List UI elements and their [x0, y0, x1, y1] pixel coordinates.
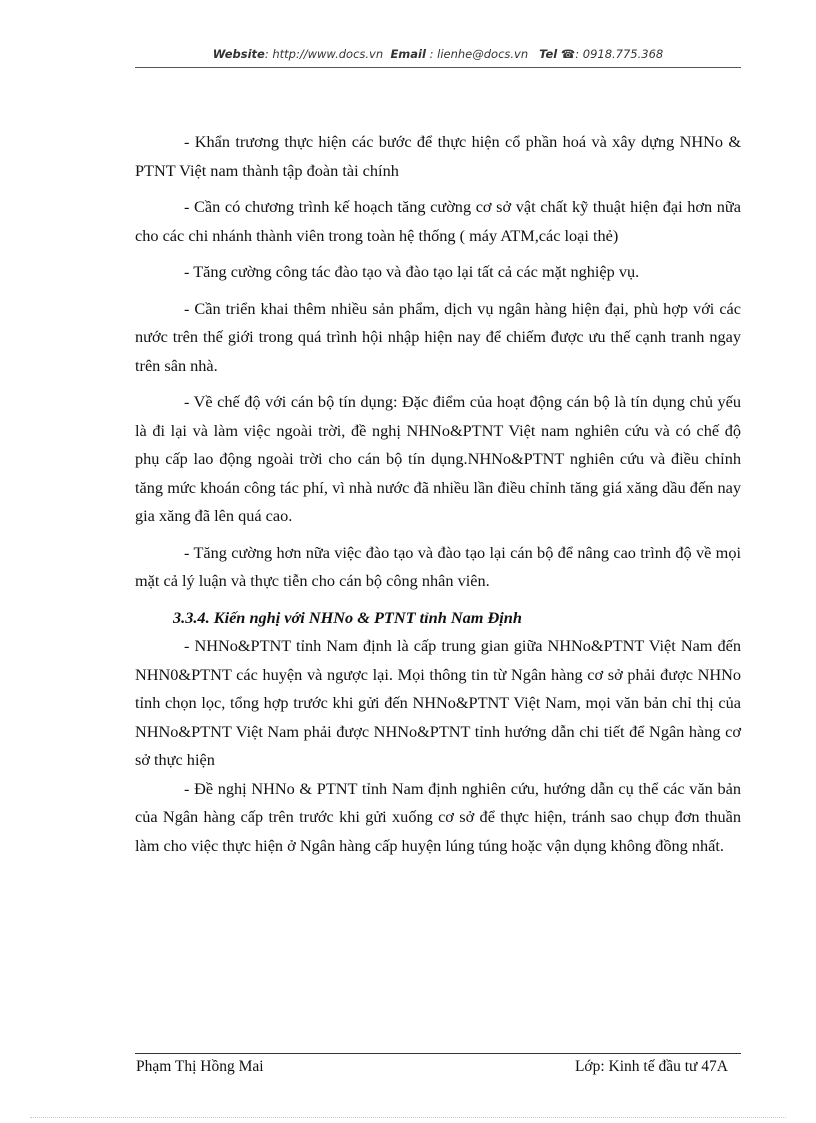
- page-header: [135, 47, 741, 65]
- website-label: Website: [212, 47, 265, 61]
- paragraph: - Cần có chương trình kế hoạch tăng cường cơ sở vật chất kỹ thuật hiện đại hơn nữa cho các chi nhánh thành viên trong toàn hệ thống ( máy ATM,các loại thẻ): [135, 197, 741, 245]
- page-edge: [30, 1117, 786, 1118]
- email-link[interactable]: : lienhe@docs.vn: [429, 47, 529, 61]
- paragraph: - Tăng cường công tác đào tạo và đào tạo lại tất cả các mặt nghiệp vụ.: [184, 262, 640, 281]
- tel-label: Tel: [539, 47, 558, 61]
- header-divider: [135, 67, 741, 68]
- section-heading: 3.3.4. Kiến nghị với NHNo & PTNT tỉnh Nam Định: [173, 607, 522, 627]
- paragraph: - NHNo&PTNT tỉnh Nam định là cấp trung gian giữa NHNo&PTNT Việt Nam đến NHN0&PTNT các huyện và ngược lại. Mọi thông tin từ Ngân hàng cơ sở phải được NHNo tỉnh chọn lọc, tổng hợp trước khi gửi đến NHNo&PTNT Việt Nam, mọi văn bản chỉ thị của NHNo&PTNT Việt Nam phải được NHNo&PTNT tỉnh hướng dẫn chi tiết để Ngân hàng cơ sở thực hiện: [135, 636, 741, 769]
- paragraph: - Cần triển khai thêm nhiều sản phẩm, dịch vụ ngân hàng hiện đại, phù hợp với các nước trên thế giới trong quá trình hội nhập hiện nay để chiếm được ưu thế cạnh tranh ngay trên sân nhà.: [135, 298, 741, 375]
- document-body: [135, 128, 741, 860]
- website-link[interactable]: : http://www.docs.vn: [264, 47, 384, 61]
- paragraph: - Về chế độ với cán bộ tín dụng: Đặc điểm của hoạt động cán bộ là tín dụng chủ yếu là đi lại và làm việc ngoài trời, đề nghị NHNo&PTNT Việt nam nghiên cứu và có chế độ phụ cấp lao động ngoài trời cho cán bộ tín dụng.NHNo&PTNT nghiên cứu và điều chỉnh tăng mức khoán công tác phí, vì nhà nước đã nhiều lần điều chỉnh tăng giá xăng dầu đến nay gia xăng đã lên quá cao.: [135, 392, 741, 525]
- tel-value: : 0918.775.368: [575, 47, 664, 61]
- paragraph: - Khẩn trương thực hiện các bước để thực hiện cổ phần hoá và xây dựng NHNo & PTNT Việt nam thành tập đoàn tài chính: [135, 132, 741, 180]
- footer-class-info: Lớp: Kinh tế đầu tư 47A: [574, 1058, 728, 1075]
- paragraph: - Đề nghị NHNo & PTNT tỉnh Nam định nghiên cứu, hướng dẫn cụ thể các văn bản của Ngân hàng cấp trên trước khi gửi xuống cơ sở để thực hiện, tránh sao chụp đơn thuần làm cho việc thực hiện ở Ngân hàng cấp huyện lúng túng hoặc vận dụng không đồng nhất.: [135, 778, 741, 855]
- footer-author: Phạm Thị Hồng Mai: [136, 1058, 264, 1075]
- footer-divider: [135, 1053, 741, 1054]
- phone-icon: ☎: [560, 47, 576, 61]
- email-label: Email: [390, 47, 426, 61]
- paragraph: - Tăng cường hơn nữa việc đào tạo và đào tạo lại cán bộ để nâng cao trình độ về mọi mặt cả lý luận và thực tiễn cho cán bộ công nhân viên.: [135, 542, 741, 590]
